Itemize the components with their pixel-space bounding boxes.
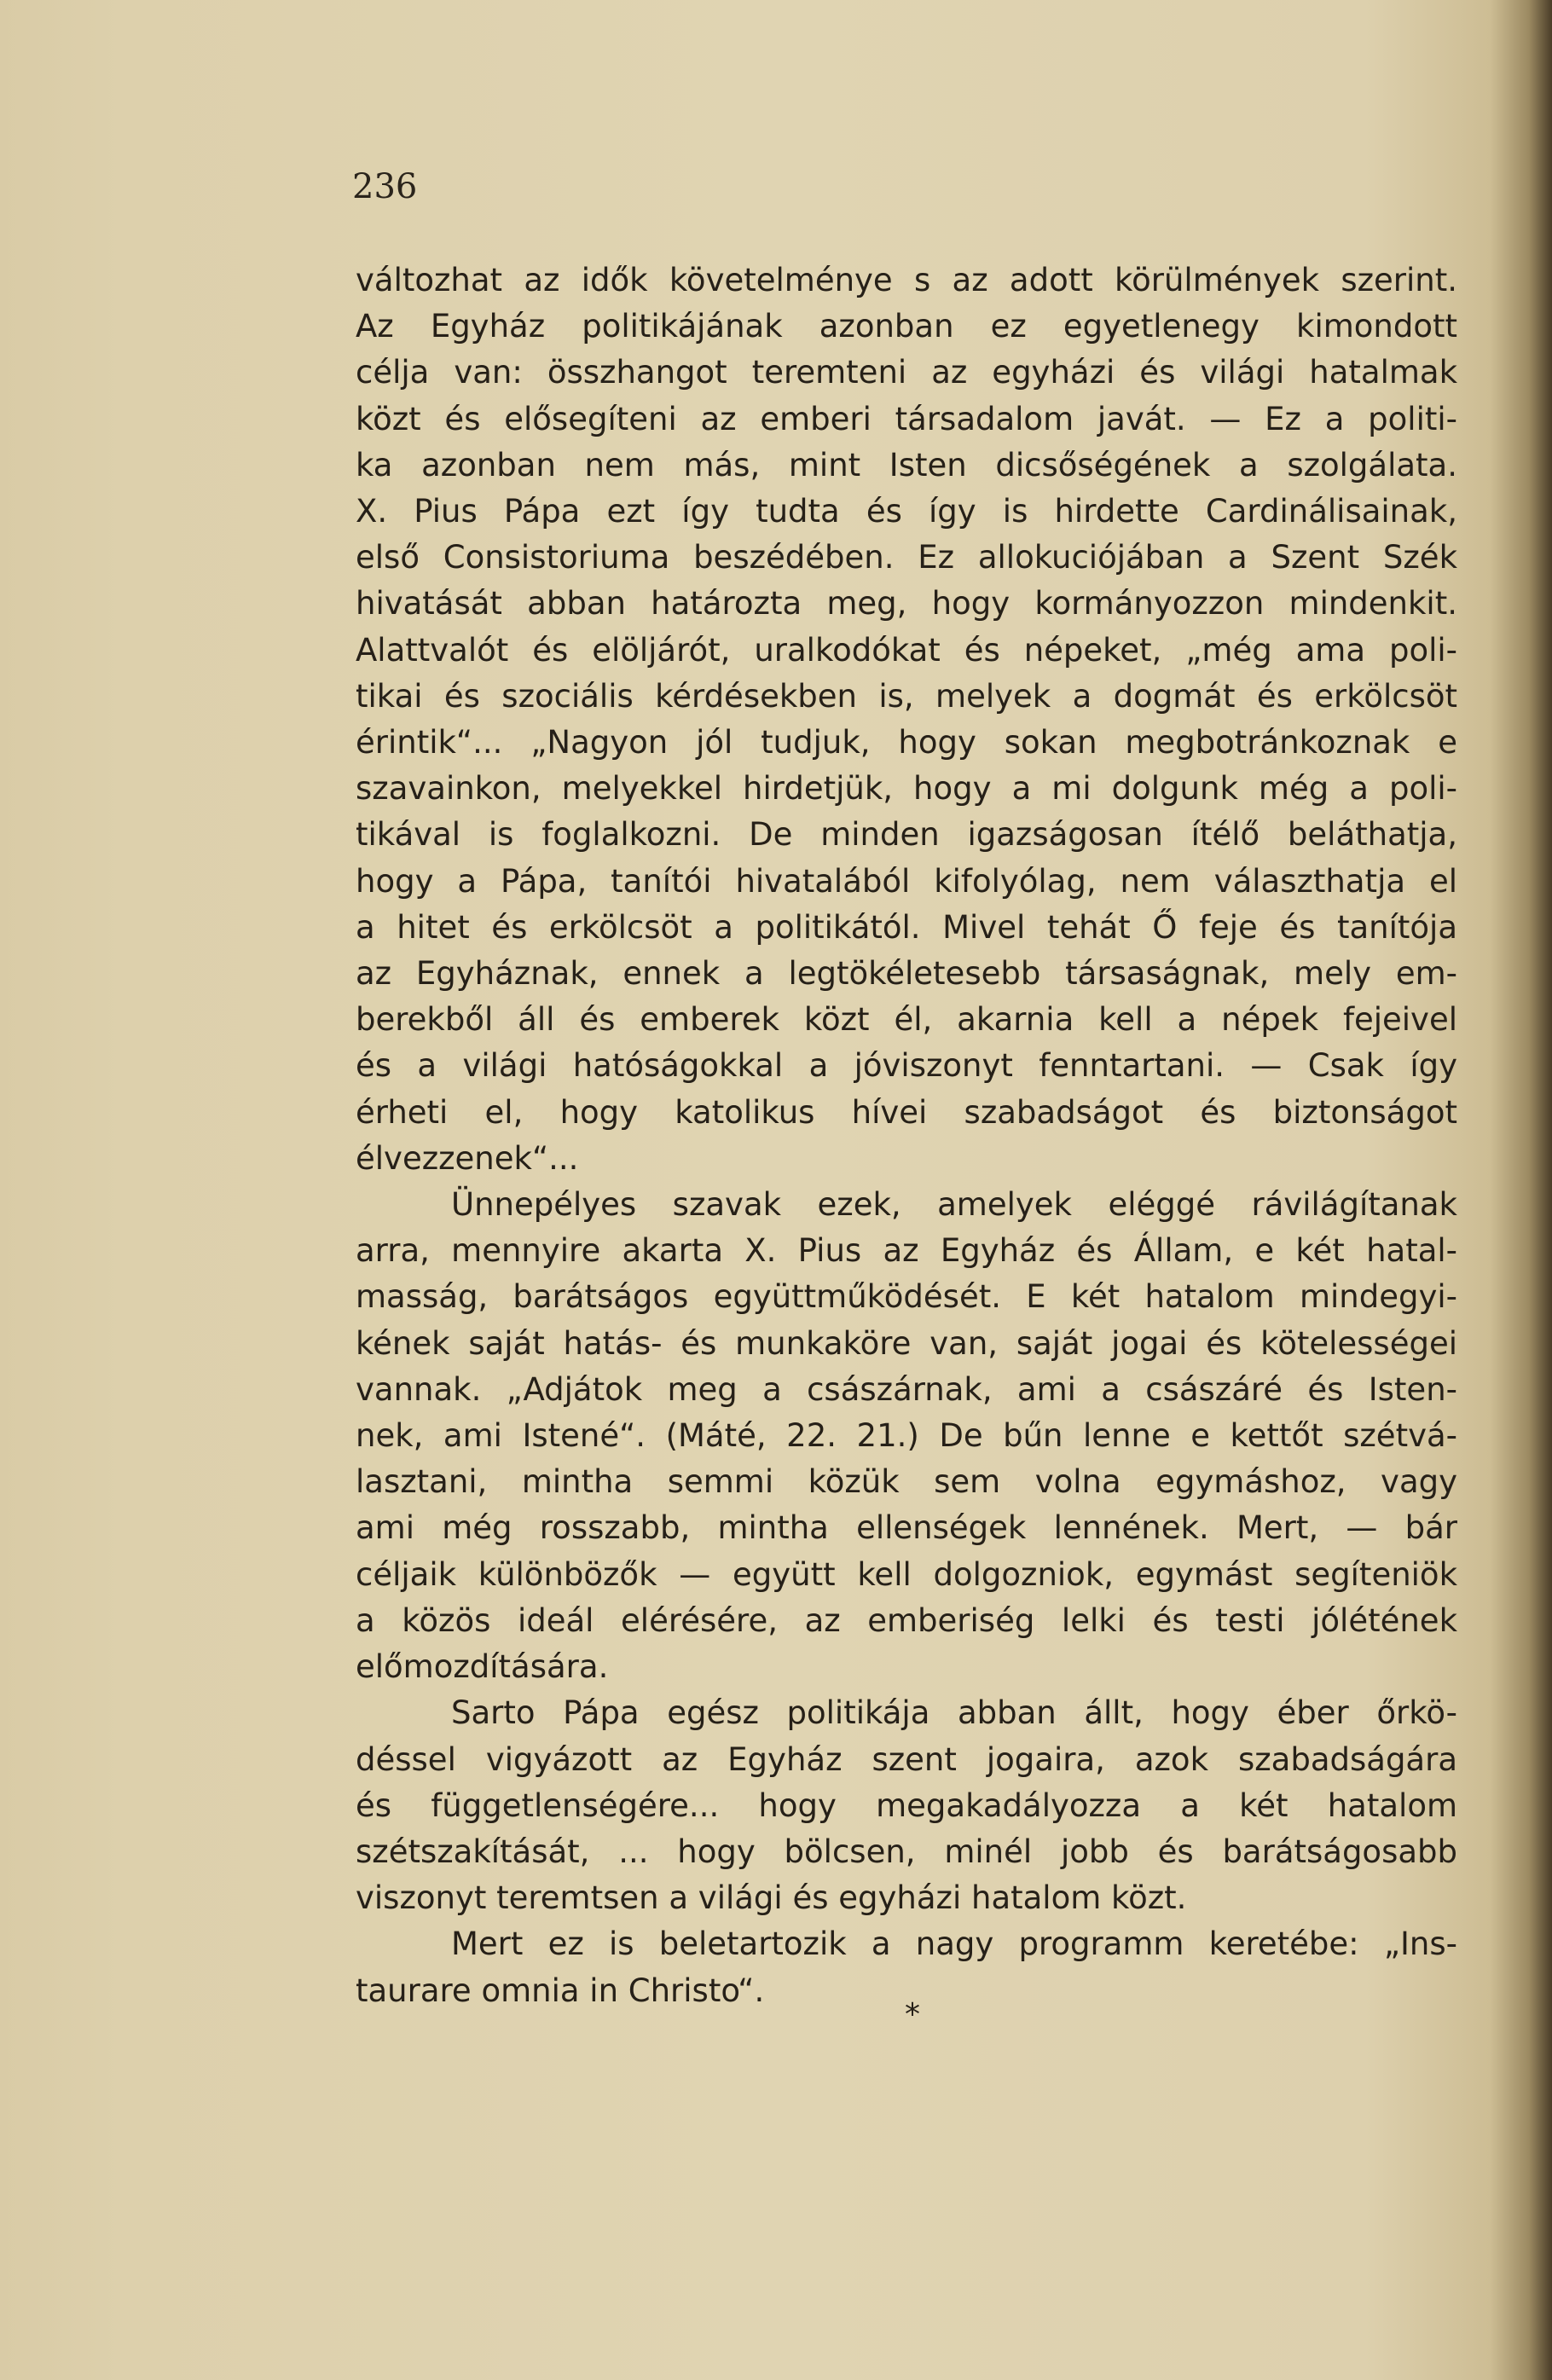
text-line: Az Egyház politikájának azonban ez egyetlenegy kimondott — [356, 308, 1457, 345]
text-line: taurare omnia in Christo“. — [356, 1972, 765, 2009]
text-line: masság, barátságos együttműködését. E két hatalom mindegyi- — [356, 1278, 1457, 1316]
page-number: 236 — [352, 167, 418, 206]
text-line: érintik“... „Nagyon jól tudjuk, hogy sokan megbotránkoznak e — [356, 724, 1457, 761]
text-line: hogy a Pápa, tanítói hivatalából kifolyólag, nem választhatja el — [356, 862, 1457, 900]
text-line: tikával is foglalkozni. De minden igazságosan ítélő beláthatja, — [356, 816, 1457, 854]
text-line: Alattvalót és elöljárót, uralkodókat és népeket, „még ama poli- — [356, 631, 1457, 669]
text-line: ka azonban nem más, mint Isten dicsőségének a szolgálata. — [356, 446, 1457, 484]
text-line: első Consistoriuma beszédében. Ez allokuciójában a Szent Szék — [356, 539, 1457, 576]
text-line: berekből áll és emberek közt él, akarnia kell a népek fejeivel — [356, 1001, 1457, 1039]
text-line: Sarto Pápa egész politikája abban állt, hogy éber őrkö- — [451, 1694, 1457, 1732]
section-separator: * — [905, 1997, 920, 2032]
text-line: kének saját hatás- és munkaköre van, saját jogai és kötelességei — [356, 1324, 1457, 1362]
text-line: Ünnepélyes szavak ezek, amelyek eléggé rávilágítanak — [451, 1186, 1457, 1224]
text-line: X. Pius Pápa ezt így tudta és így is hirdette Cardinálisainak, — [356, 493, 1457, 530]
text-line: a hitet és erkölcsöt a politikától. Mivel tehát Ő feje és tanítója — [356, 908, 1457, 946]
text-line: célja van: összhangot teremteni az egyházi és világi hatalmak — [356, 354, 1457, 391]
text-line: lasztani, mintha semmi közük sem volna egymáshoz, vagy — [356, 1463, 1457, 1501]
text-line: és függetlenségére... hogy megakadályozza a két hatalom — [356, 1786, 1457, 1824]
text-line: változhat az idők követelménye s az adott körülmények szerint. — [356, 262, 1457, 298]
text-line: hivatását abban határozta meg, hogy kormányozzon mindenkit. — [356, 585, 1457, 623]
text-line: az Egyháznak, ennek a legtökéletesebb társaságnak, mely em- — [356, 955, 1457, 993]
text-line: a közös ideál elérésére, az emberiség lelki és testi jólétének — [356, 1601, 1457, 1639]
text-line: ami még rosszabb, mintha ellenségek lennének. Mert, — bár — [356, 1509, 1457, 1547]
text-line: szavainkon, melyekkel hirdetjük, hogy a mi dolgunk még a poli- — [356, 770, 1457, 808]
text-line: előmozdítására. — [356, 1648, 609, 1686]
body-text — [356, 258, 1457, 2014]
text-line: vannak. „Adjátok meg a császárnak, ami a császáré és Isten- — [356, 1370, 1457, 1408]
text-line: közt és elősegíteni az emberi társadalom javát. — Ez a politi- — [356, 400, 1457, 437]
text-line: tikai és szociális kérdésekben is, melyek a dogmát és erkölcsöt — [356, 677, 1457, 715]
text-line: nek, ami Istené“. (Máté, 22. 21.) De bűn lenne e kettőt szétvá- — [356, 1417, 1457, 1455]
text-line: céljaik különbözők — együtt kell dolgozniok, egymást segíteniök — [356, 1555, 1457, 1593]
text-line: arra, mennyire akarta X. Pius az Egyház és Állam, e két hatal- — [356, 1232, 1457, 1270]
text-line: Mert ez is beletartozik a nagy programm keretébe: „Ins- — [451, 1925, 1457, 1963]
text-line: szétszakítását, ... hogy bölcsen, minél jobb és barátságosabb — [356, 1833, 1457, 1870]
text-line: viszonyt teremtsen a világi és egyházi hatalom közt. — [356, 1879, 1187, 1917]
text-line: déssel vigyázott az Egyház szent jogaira, azok szabadságára — [356, 1740, 1457, 1778]
text-line: élvezzenek“... — [356, 1139, 579, 1177]
text-line: érheti el, hogy katolikus hívei szabadságot és biztonságot — [356, 1093, 1457, 1131]
text-line: és a világi hatóságokkal a jóviszonyt fenntartani. — Csak így — [356, 1047, 1457, 1085]
